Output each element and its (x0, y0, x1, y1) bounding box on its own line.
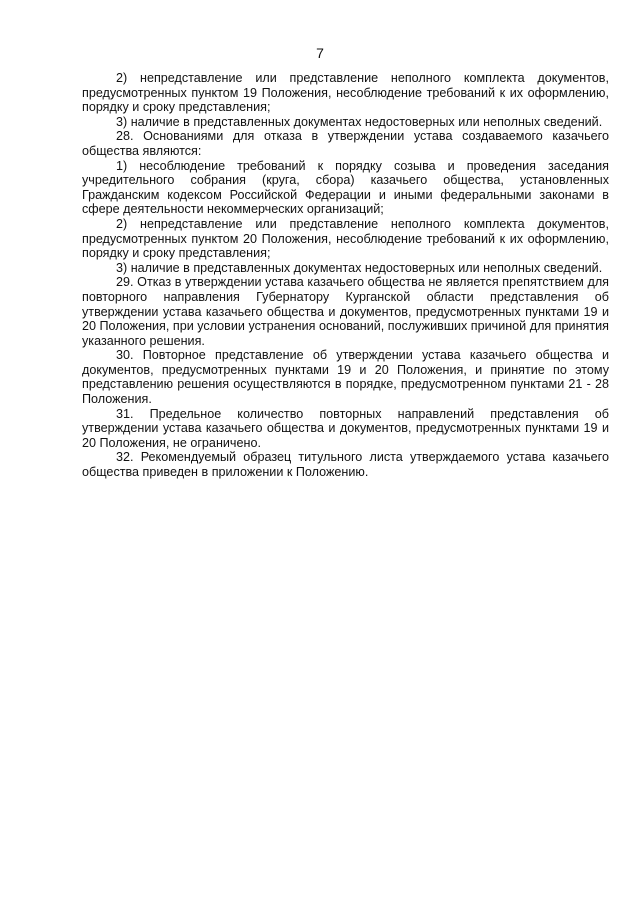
paragraph-28-item-2: 2) непредставление или представление неполного комплекта документов, предусмотренных пунктом 20 Положения, несоблюдение требований к их оформлению, порядку и сроку представления; (82, 216, 609, 261)
paragraph-28: 28. Основаниями для отказа в утверждении устава создаваемого казачьего общества являются: (82, 129, 609, 158)
paragraph-27-item-2: 2) непредставление или представление неполного комплекта документов, предусмотренных пунктом 19 Положения, несоблюдение требований к их оформлению, порядку и сроку представления; (82, 71, 609, 115)
page-number: 7 (316, 45, 324, 61)
paragraph-29: 29. Отказ в утверждении устава казачьего общества не является препятствием для повторного направления Губернатору Курганской области представления об утверждении устава казачьего общества и документов, предусмотренных пунктами 19 и 20 Положения, при условии устранения оснований, послуживших причиной для принятия указанного решения. (82, 275, 609, 348)
paragraph-30: 30. Повторное представление об утверждении устава казачьего общества и документов, предусмотренных пунктами 19 и 20 Положения, и принятие по этому представлению решения осуществляются в порядке, предусмотренном пунктами 21 - 28 Положения. (82, 348, 609, 407)
document-body (82, 71, 609, 480)
paragraph-28-item-3: 3) наличие в представленных документах недостоверных или неполных сведений. (116, 260, 603, 275)
paragraph-32: 32. Рекомендуемый образец титульного листа утверждаемого устава казачьего общества приведен в приложении к Положению. (82, 450, 609, 480)
paragraph-31: 31. Предельное количество повторных направлений представления об утверждении устава казачьего общества и документов, предусмотренных пунктами 19 и 20 Положения, не ограничено. (82, 406, 609, 450)
paragraph-27-item-3: 3) наличие в представленных документах недостоверных или неполных сведений. (116, 114, 603, 129)
paragraph-28-item-1: 1) несоблюдение требований к порядку созыва и проведения заседания учредительного собрания (круга, сбора) казачьего общества, установленных Гражданским кодексом Российской Федерации и иными федеральными законами в сфере деятельности некоммерческих организаций; (82, 158, 609, 217)
